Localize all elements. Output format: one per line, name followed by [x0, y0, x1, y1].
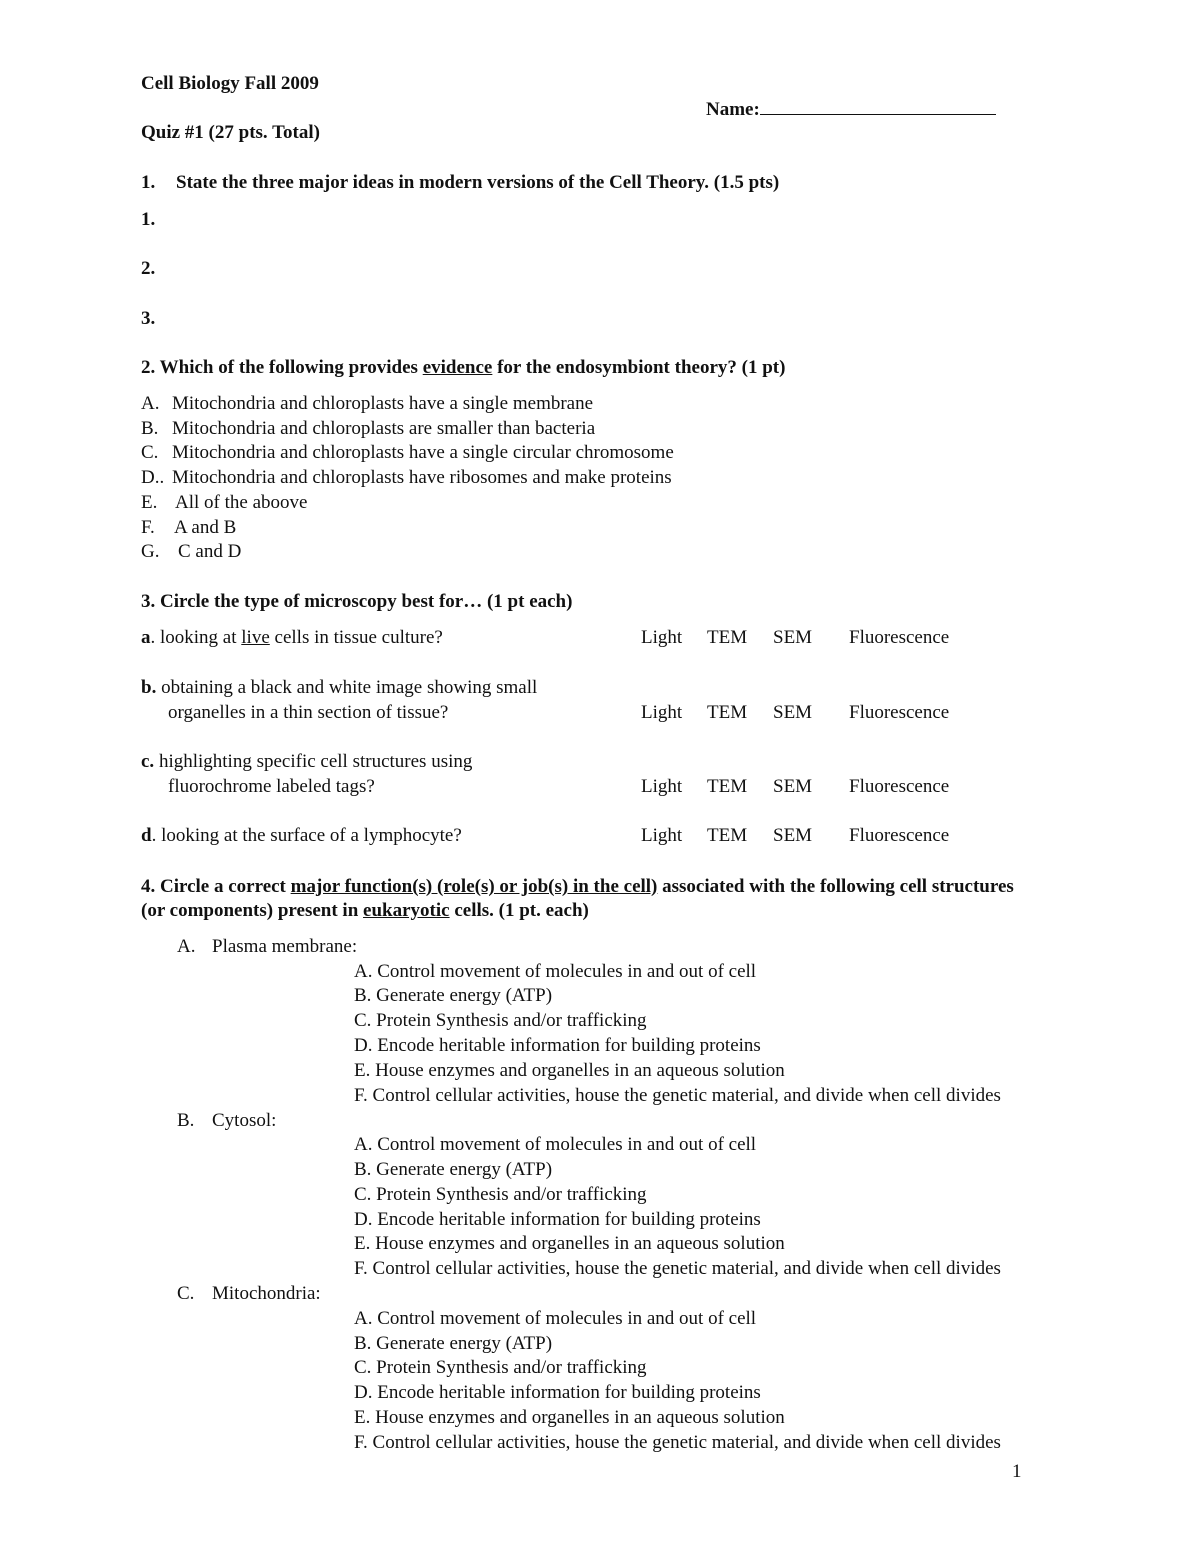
q4-structure-mitochondria: C. Mitochondria:: [177, 1283, 321, 1304]
choice-tem[interactable]: TEM: [707, 776, 748, 797]
choice-light[interactable]: Light: [641, 825, 683, 846]
q2-option[interactable]: D.. Mitochondria and chloroplasts have ribosomes and make proteins: [141, 467, 672, 488]
q4-structure-cytosol: B. Cytosol:: [177, 1110, 277, 1131]
function-option[interactable]: C. Protein Synthesis and/or trafficking: [354, 1357, 647, 1378]
q3-item-a: a. looking at live cells in tissue culture?: [141, 627, 443, 648]
function-option[interactable]: D. Encode heritable information for building proteins: [354, 1382, 761, 1403]
q3-item-b-line2: organelles in a thin section of tissue?: [168, 702, 449, 723]
choice-sem[interactable]: SEM: [773, 627, 813, 648]
q2-option[interactable]: E. All of the aboove: [141, 492, 308, 513]
function-option[interactable]: B. Generate energy (ATP): [354, 1333, 553, 1354]
q1-blank-2: 2.: [141, 258, 156, 279]
choice-fluorescence[interactable]: Fluorescence: [849, 776, 950, 797]
q3-item-b: b. obtaining a black and white image showing small: [141, 677, 538, 698]
function-option[interactable]: B. Generate energy (ATP): [354, 1159, 553, 1180]
choice-sem[interactable]: SEM: [773, 776, 813, 797]
name-blank-line[interactable]: [760, 98, 996, 115]
function-option[interactable]: F. Control cellular activities, house the genetic material, and divide when cell divides: [354, 1258, 1001, 1279]
choice-light[interactable]: Light: [641, 627, 683, 648]
choice-light[interactable]: Light: [641, 776, 683, 797]
q3-title: 3. Circle the type of microscopy best for… (1 pt each): [141, 591, 573, 612]
function-option[interactable]: A. Control movement of molecules in and out of cell: [354, 1308, 757, 1329]
q3-item-c: c. highlighting specific cell structures using: [141, 751, 473, 772]
q1-number: 1.: [141, 172, 156, 193]
choice-fluorescence[interactable]: Fluorescence: [849, 627, 950, 648]
q1-blank-1: 1.: [141, 209, 156, 230]
function-option[interactable]: C. Protein Synthesis and/or trafficking: [354, 1010, 647, 1031]
q2-option[interactable]: B. Mitochondria and chloroplasts are smaller than bacteria: [141, 418, 596, 439]
name-label: Name:: [706, 99, 760, 120]
choice-fluorescence[interactable]: Fluorescence: [849, 702, 950, 723]
q2-option[interactable]: A. Mitochondria and chloroplasts have a single membrane: [141, 393, 594, 414]
q1-text: State the three major ideas in modern versions of the Cell Theory. (1.5 pts): [176, 172, 780, 193]
choice-fluorescence[interactable]: Fluorescence: [849, 825, 950, 846]
q4-structure-plasma-membrane: A. Plasma membrane:: [177, 936, 358, 957]
q2-option[interactable]: F. A and B: [141, 517, 237, 538]
choice-tem[interactable]: TEM: [707, 627, 748, 648]
function-option[interactable]: E. House enzymes and organelles in an aqueous solution: [354, 1407, 785, 1428]
q1-blank-3: 3.: [141, 308, 156, 329]
function-option[interactable]: A. Control movement of molecules in and out of cell: [354, 961, 757, 982]
quiz-title: Quiz #1 (27 pts. Total): [141, 122, 320, 143]
choice-tem[interactable]: TEM: [707, 825, 748, 846]
function-option[interactable]: E. House enzymes and organelles in an aqueous solution: [354, 1233, 785, 1254]
choice-sem[interactable]: SEM: [773, 702, 813, 723]
function-option[interactable]: D. Encode heritable information for building proteins: [354, 1209, 761, 1230]
function-option[interactable]: E. House enzymes and organelles in an aqueous solution: [354, 1060, 785, 1081]
function-option[interactable]: C. Protein Synthesis and/or trafficking: [354, 1184, 647, 1205]
q4-text-line1: 4. Circle a correct major function(s) (role(s) or job(s) in the cell) associated with the following cell structures: [141, 876, 1014, 897]
function-option[interactable]: D. Encode heritable information for building proteins: [354, 1035, 761, 1056]
function-option[interactable]: A. Control movement of molecules in and out of cell: [354, 1134, 757, 1155]
q2-text: 2. Which of the following provides evidence for the endosymbiont theory? (1 pt): [141, 357, 786, 378]
course-title: Cell Biology Fall 2009: [141, 73, 319, 94]
q3-item-d: d. looking at the surface of a lymphocyte?: [141, 825, 462, 846]
q2-option[interactable]: G. C and D: [141, 541, 242, 562]
function-option[interactable]: F. Control cellular activities, house the genetic material, and divide when cell divides: [354, 1432, 1001, 1453]
q2-option[interactable]: C. Mitochondria and chloroplasts have a single circular chromosome: [141, 442, 674, 463]
name-field[interactable]: [706, 98, 996, 121]
q4-text-line2: (or components) present in eukaryotic cells. (1 pt. each): [141, 900, 589, 921]
q3-item-c-line2: fluorochrome labeled tags?: [168, 776, 375, 797]
function-option[interactable]: F. Control cellular activities, house the genetic material, and divide when cell divides: [354, 1085, 1001, 1106]
page-number: 1: [1012, 1461, 1022, 1482]
q2-evidence-emphasis: evidence: [422, 357, 493, 378]
choice-light[interactable]: Light: [641, 702, 683, 723]
function-option[interactable]: B. Generate energy (ATP): [354, 985, 553, 1006]
choice-tem[interactable]: TEM: [707, 702, 748, 723]
choice-sem[interactable]: SEM: [773, 825, 813, 846]
